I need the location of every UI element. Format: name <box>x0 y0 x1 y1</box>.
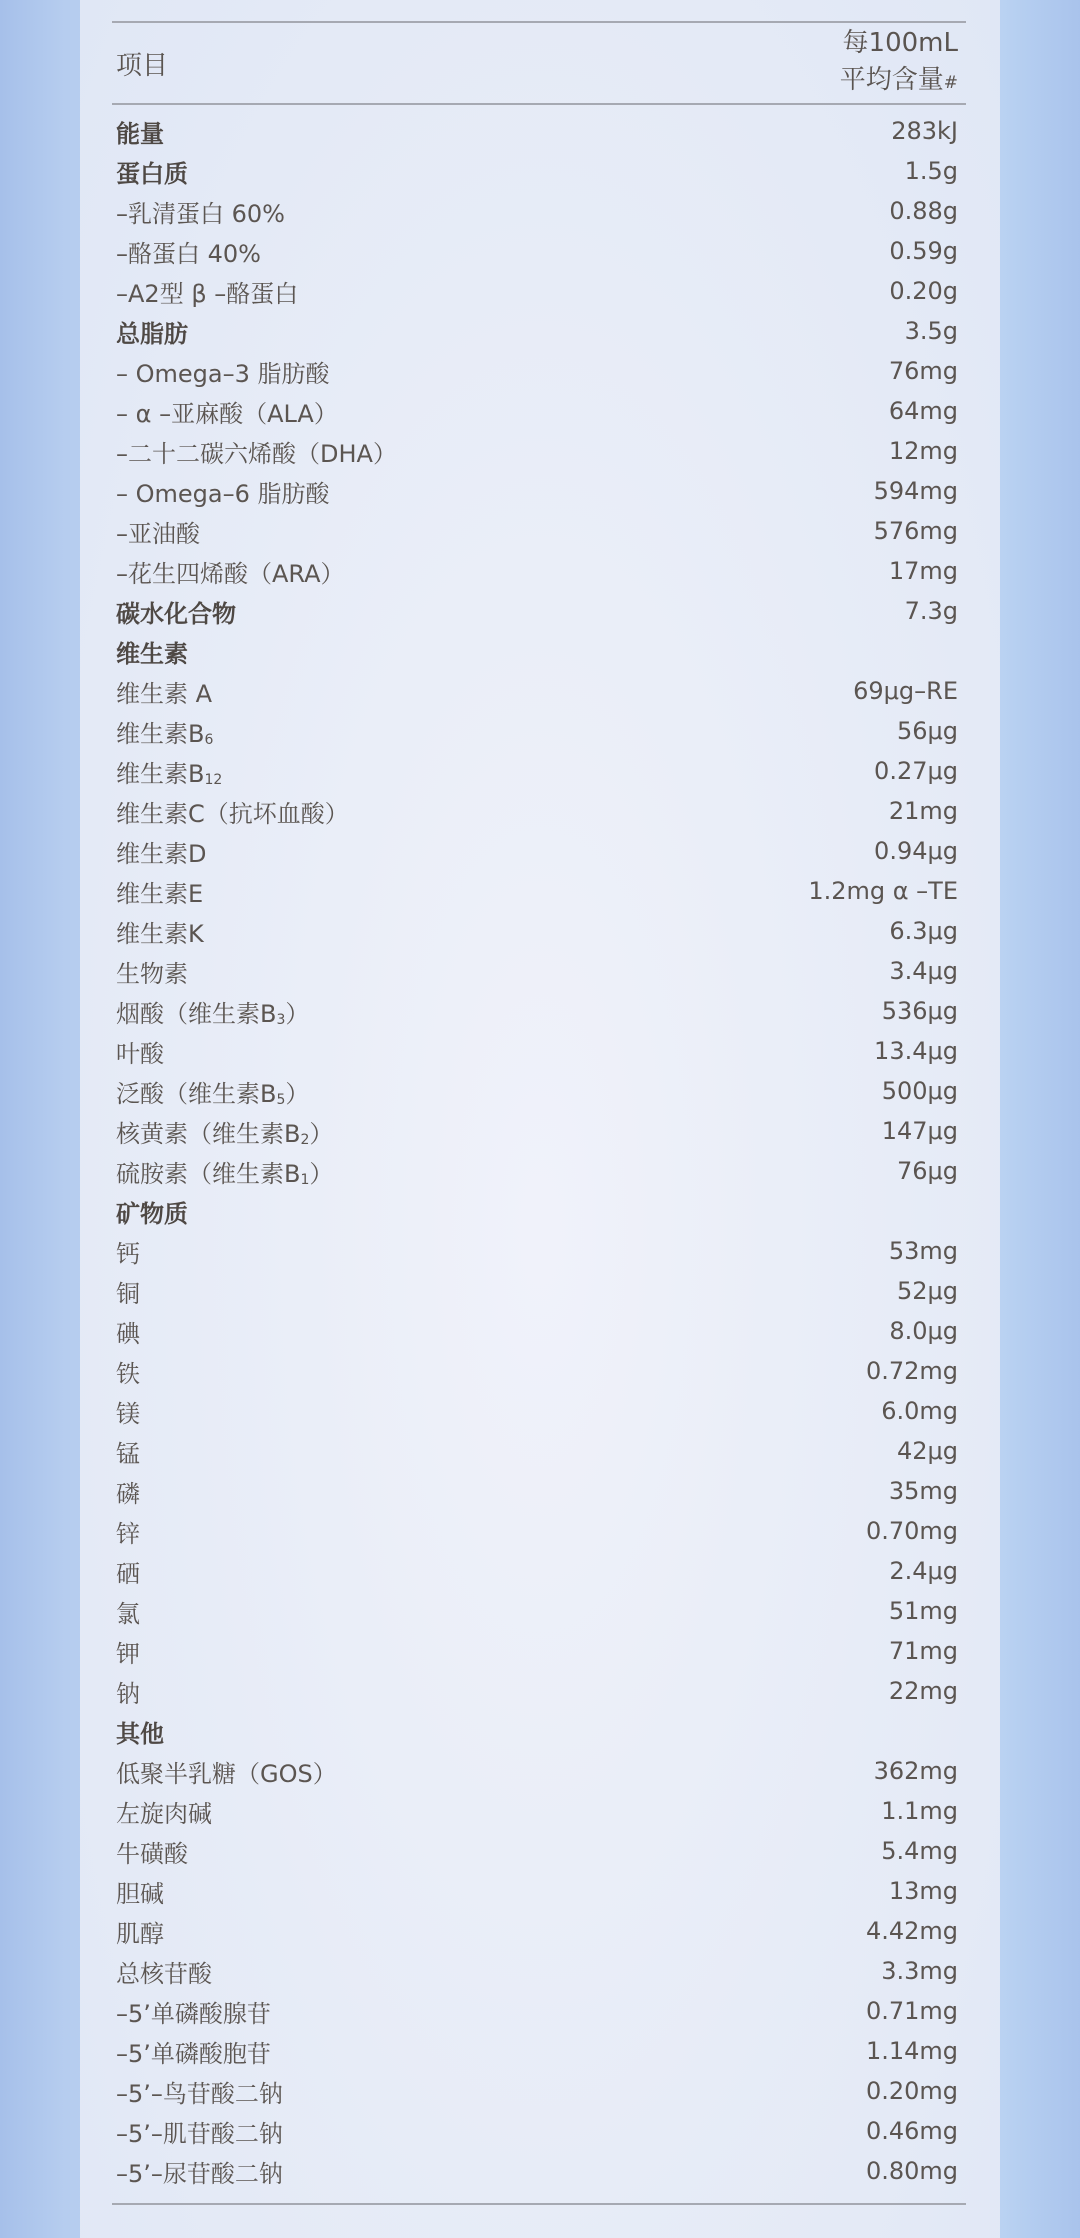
nutrition-panel <box>80 0 1000 2238</box>
row-name <box>116 2114 283 2149</box>
row-name <box>116 1634 140 1669</box>
row-name-text: 维生素B <box>116 759 205 788</box>
row-name <box>116 714 213 749</box>
row-name-tail: ） <box>285 1079 310 1108</box>
row-name-text: 维生素E <box>116 879 204 908</box>
table-header <box>112 23 966 103</box>
table-row <box>112 791 966 831</box>
row-name-subscript: 6 <box>204 731 214 748</box>
section-row <box>112 311 966 351</box>
row-name-text: –乳清蛋白 60% <box>116 199 285 228</box>
row-name <box>116 1354 140 1389</box>
row-name-subscript: 2 <box>300 1131 310 1148</box>
row-name-text: 肌醇 <box>116 1919 164 1948</box>
table-row <box>112 871 966 911</box>
table-row <box>112 2071 966 2111</box>
row-value: 5.4mg <box>881 1837 958 1865</box>
row-name <box>116 1034 164 1069</box>
section-row <box>112 151 966 191</box>
table-row <box>112 271 966 311</box>
row-name-text: 其他 <box>116 1719 164 1748</box>
row-name-text: 氯 <box>116 1599 140 1628</box>
table-body <box>112 105 966 2191</box>
row-value: 76μg <box>896 1157 958 1185</box>
row-name-text: 钾 <box>116 1639 140 1668</box>
row-name-text: –A2型 β –酪蛋白 <box>116 279 299 308</box>
row-name <box>116 994 309 1029</box>
row-value: 69μg–RE <box>853 677 958 705</box>
row-name-tail: ） <box>285 999 310 1028</box>
row-name <box>116 1314 140 1349</box>
row-name <box>116 1834 188 1869</box>
row-name <box>116 1434 140 1469</box>
row-name-text: 磷 <box>116 1479 140 1508</box>
table-row <box>112 1751 966 1791</box>
row-value: 6.3μg <box>889 917 958 945</box>
table-row <box>112 1911 966 1951</box>
row-value: 6.0mg <box>881 1397 958 1425</box>
row-name <box>116 794 349 829</box>
row-value: 35mg <box>888 1477 958 1505</box>
row-name <box>116 1114 333 1149</box>
table-row <box>112 1831 966 1871</box>
row-name-subscript: 3 <box>276 1011 286 1028</box>
header-per-line1: 每100mL <box>842 27 958 58</box>
row-name <box>116 914 204 949</box>
header-per-100ml <box>840 25 958 102</box>
row-value: 3.4μg <box>889 957 958 985</box>
row-name-text: 胆碱 <box>116 1879 164 1908</box>
table-row <box>112 831 966 871</box>
row-name <box>116 874 203 909</box>
table-row <box>112 431 966 471</box>
row-name <box>116 754 222 789</box>
section-row <box>112 1711 966 1751</box>
row-value: 0.88g <box>889 197 958 225</box>
table-row <box>112 1071 966 1111</box>
row-name <box>116 1954 212 1989</box>
table-row <box>112 991 966 1031</box>
row-name-text: 钠 <box>116 1679 140 1708</box>
row-name-text: –二十二碳六烯酸（DHA） <box>116 439 397 468</box>
row-value: 594mg <box>873 477 958 505</box>
header-per-mark: # <box>943 72 958 93</box>
row-name-text: 维生素 A <box>116 679 213 708</box>
row-value: 576mg <box>873 517 958 545</box>
row-name <box>116 1914 164 1949</box>
table-row <box>112 711 966 751</box>
table-row <box>112 951 966 991</box>
row-value: 22mg <box>888 1677 958 1705</box>
row-name <box>116 114 164 149</box>
table-row <box>112 1991 966 2031</box>
row-name-text: 牛磺酸 <box>116 1839 188 1868</box>
row-name-text: 维生素D <box>116 839 207 868</box>
row-name-text: 锰 <box>116 1439 140 1468</box>
row-name <box>116 154 188 189</box>
row-value: 0.80mg <box>865 2157 958 2185</box>
row-name-text: 维生素C（抗坏血酸） <box>116 799 349 828</box>
row-name <box>116 434 397 469</box>
row-name-text: –5’单磷酸腺苷 <box>116 1999 271 2028</box>
row-value: 13.4μg <box>874 1037 958 1065</box>
row-name <box>116 1274 140 1309</box>
row-name <box>116 954 188 989</box>
row-name <box>116 1994 271 2029</box>
row-name-text: –5’–尿苷酸二钠 <box>116 2159 283 2188</box>
row-name-text: 维生素 <box>116 639 188 668</box>
row-name <box>116 354 330 389</box>
table-row <box>112 1111 966 1151</box>
row-value: 0.72mg <box>865 1357 958 1385</box>
row-value: 1.14mg <box>865 2037 958 2065</box>
row-name-text: 维生素K <box>116 919 204 948</box>
row-value: 52μg <box>896 1277 958 1305</box>
row-value: 536μg <box>881 997 958 1025</box>
row-name <box>116 1474 140 1509</box>
row-value: 53mg <box>888 1237 958 1265</box>
row-value: 0.71mg <box>865 1997 958 2025</box>
nutrition-table <box>112 21 966 2205</box>
row-value: 0.70mg <box>865 1517 958 1545</box>
row-name-text: 核黄素（维生素B <box>116 1119 301 1148</box>
row-name <box>116 514 200 549</box>
row-value: 0.27μg <box>874 757 958 785</box>
row-name-text: 总核苷酸 <box>116 1959 212 1988</box>
row-name-text: 镁 <box>116 1399 140 1428</box>
row-name <box>116 1794 212 1829</box>
row-name-text: 总脂肪 <box>116 319 188 348</box>
table-row <box>112 911 966 951</box>
row-value: 362mg <box>873 1757 958 1785</box>
row-name-text: –5’–鸟苷酸二钠 <box>116 2079 283 2108</box>
table-row <box>112 1351 966 1391</box>
row-name-text: –花生四烯酸（ARA） <box>116 559 345 588</box>
row-name <box>116 1674 140 1709</box>
row-value: 3.5g <box>904 317 958 345</box>
row-name-tail: ） <box>309 1119 334 1148</box>
bottom-rule <box>112 2203 966 2205</box>
row-value: 21mg <box>888 797 958 825</box>
row-value: 0.20mg <box>865 2077 958 2105</box>
section-row <box>112 631 966 671</box>
row-value: 147μg <box>881 1117 958 1145</box>
row-name-text: 泛酸（维生素B <box>116 1079 277 1108</box>
row-name-text: –5’单磷酸胞苷 <box>116 2039 271 2068</box>
row-name <box>116 2154 283 2189</box>
row-name-text: 维生素B <box>116 719 205 748</box>
row-name <box>116 554 345 589</box>
row-name-subscript: 12 <box>204 771 223 788</box>
row-name <box>116 1714 164 1749</box>
row-value: 64mg <box>888 397 958 425</box>
row-name-text: –酪蛋白 40% <box>116 239 261 268</box>
table-row <box>112 1511 966 1551</box>
row-name-subscript: 1 <box>300 1171 310 1188</box>
row-name-text: –5’–肌苷酸二钠 <box>116 2119 283 2148</box>
row-name <box>116 1074 309 1109</box>
row-name <box>116 834 206 869</box>
table-row <box>112 1231 966 1271</box>
row-name <box>116 674 212 709</box>
table-row <box>112 191 966 231</box>
row-name-text: 碳水化合物 <box>116 599 236 628</box>
header-item-label: 项目 <box>116 50 169 81</box>
row-name-text: 钙 <box>116 1239 140 1268</box>
table-row <box>112 2111 966 2151</box>
section-row <box>112 1191 966 1231</box>
row-name <box>116 1194 188 1229</box>
row-name-text: 低聚半乳糖（GOS） <box>116 1759 337 1788</box>
table-row <box>112 1551 966 1591</box>
row-value: 1.2mg α –TE <box>808 877 958 905</box>
table-row <box>112 351 966 391</box>
row-name <box>116 1514 140 1549</box>
row-name-text: 左旋肉碱 <box>116 1799 212 1828</box>
row-value: 2.4μg <box>889 1557 958 1585</box>
row-name <box>116 1154 333 1189</box>
row-name <box>116 1754 337 1789</box>
table-row <box>112 751 966 791</box>
table-row <box>112 1631 966 1671</box>
table-row <box>112 671 966 711</box>
row-name <box>116 2074 283 2109</box>
row-name-tail: ） <box>309 1159 334 1188</box>
row-name-text: 烟酸（维生素B <box>116 999 277 1028</box>
row-value: 4.42mg <box>865 1917 958 1945</box>
row-name-text: 生物素 <box>116 959 188 988</box>
row-value: 13mg <box>888 1877 958 1905</box>
row-name-text: 铁 <box>116 1359 140 1388</box>
row-name <box>116 634 188 669</box>
table-row <box>112 1791 966 1831</box>
table-row <box>112 511 966 551</box>
table-row <box>112 2151 966 2191</box>
row-name-text: 能量 <box>116 119 164 148</box>
row-name <box>116 194 285 229</box>
row-value: 42μg <box>896 1437 958 1465</box>
row-name-text: 矿物质 <box>116 1199 188 1228</box>
row-name-subscript: 5 <box>276 1091 286 1108</box>
row-name <box>116 274 298 309</box>
row-name-text: – α –亚麻酸（ALA） <box>116 399 338 428</box>
table-row <box>112 1031 966 1071</box>
table-row <box>112 1151 966 1191</box>
row-value: 51mg <box>888 1597 958 1625</box>
table-row <box>112 1391 966 1431</box>
row-value: 0.94μg <box>874 837 958 865</box>
row-value: 283kJ <box>891 117 958 145</box>
row-name-text: 锌 <box>116 1519 140 1548</box>
table-row <box>112 1271 966 1311</box>
row-value: 0.20g <box>889 277 958 305</box>
row-value: 76mg <box>888 357 958 385</box>
table-row <box>112 391 966 431</box>
row-name <box>116 1594 140 1629</box>
row-value: 71mg <box>888 1637 958 1665</box>
table-row <box>112 1671 966 1711</box>
table-row <box>112 471 966 511</box>
row-name-text: 硒 <box>116 1559 140 1588</box>
row-name-text: 叶酸 <box>116 1039 164 1068</box>
table-row <box>112 2031 966 2071</box>
row-name <box>116 1234 140 1269</box>
row-name-text: 碘 <box>116 1319 140 1348</box>
header-per-line2-wrap <box>840 62 958 102</box>
table-row <box>112 1871 966 1911</box>
row-value: 56μg <box>896 717 958 745</box>
header-per-line2: 平均含量 <box>839 64 944 95</box>
table-row <box>112 551 966 591</box>
row-value: 8.0μg <box>889 1317 958 1345</box>
row-value: 0.46mg <box>865 2117 958 2145</box>
row-value: 1.1mg <box>881 1797 958 1825</box>
row-name-text: –亚油酸 <box>116 519 200 548</box>
row-name <box>116 1874 164 1909</box>
table-row <box>112 1431 966 1471</box>
table-row <box>112 1311 966 1351</box>
section-row <box>112 111 966 151</box>
table-row <box>112 1591 966 1631</box>
row-name-text: 硫胺素（维生素B <box>116 1159 301 1188</box>
row-value: 0.59g <box>889 237 958 265</box>
section-row <box>112 591 966 631</box>
row-name-text: 蛋白质 <box>116 159 188 188</box>
row-value: 17mg <box>888 557 958 585</box>
row-name <box>116 1394 140 1429</box>
table-row <box>112 231 966 271</box>
row-name <box>116 234 261 269</box>
row-name-text: 铜 <box>116 1279 140 1308</box>
row-name-text: – Omega–3 脂肪酸 <box>116 359 330 388</box>
row-name <box>116 394 338 429</box>
row-name <box>116 474 330 509</box>
row-value: 7.3g <box>904 597 958 625</box>
row-name <box>116 314 188 349</box>
row-name <box>116 2034 271 2069</box>
table-row <box>112 1951 966 1991</box>
row-name <box>116 594 236 629</box>
row-value: 500μg <box>881 1077 958 1105</box>
table-row <box>112 1471 966 1511</box>
row-value: 1.5g <box>904 157 958 185</box>
row-name <box>116 1554 140 1589</box>
row-name-text: – Omega–6 脂肪酸 <box>116 479 330 508</box>
row-value: 3.3mg <box>881 1957 958 1985</box>
row-value: 12mg <box>888 437 958 465</box>
